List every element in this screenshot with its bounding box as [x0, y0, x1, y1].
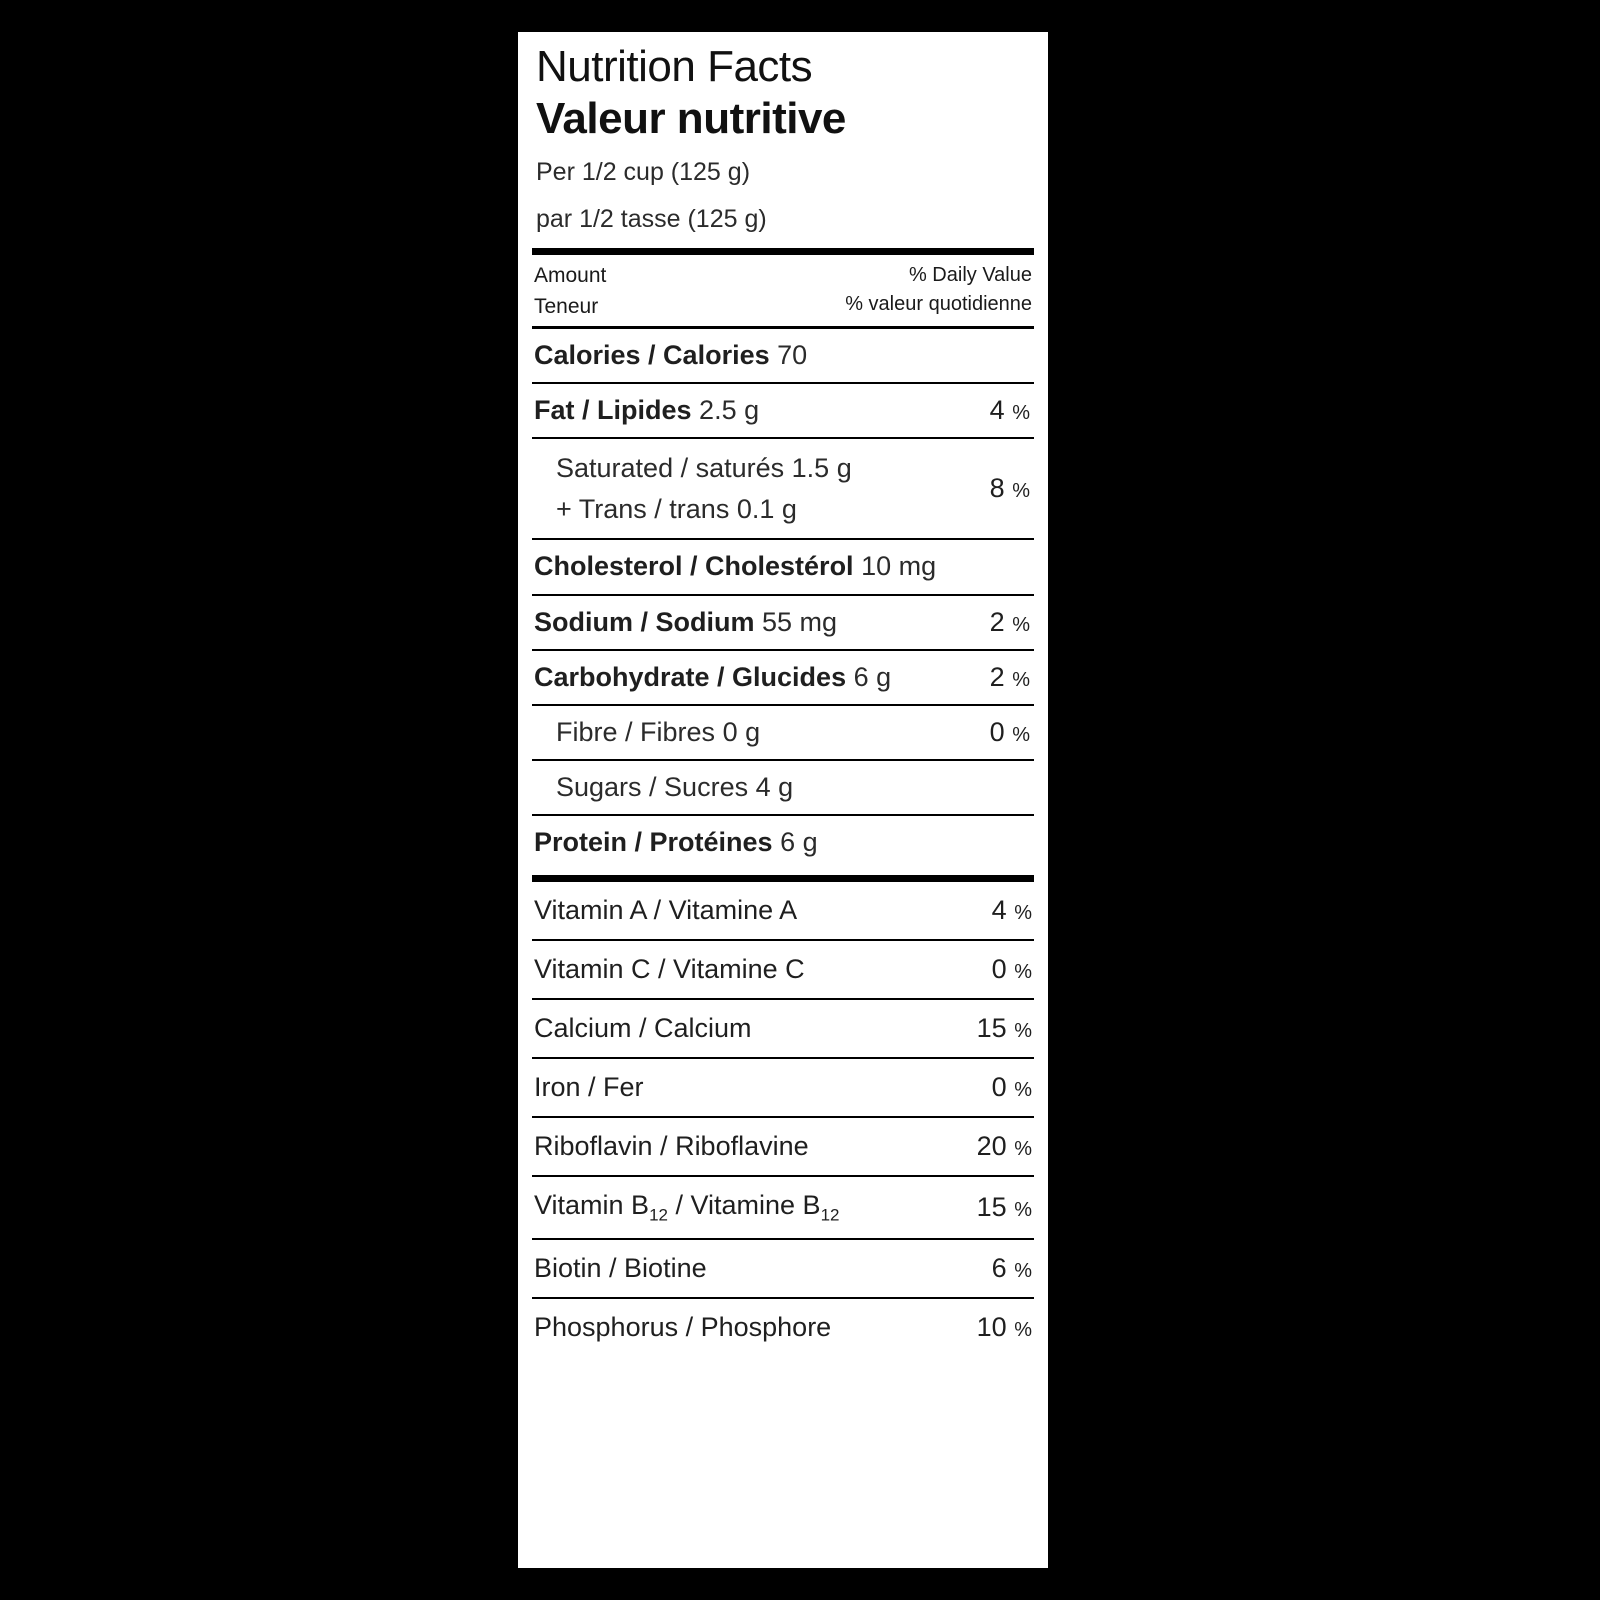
amount-label-english: Amount [534, 264, 607, 288]
daily-value-label-french: % valeur quotidienne [845, 293, 1032, 316]
vitamin-b12-label: Vitamin $B_{12}$ / Vitamine $B_{12}$ [534, 1190, 840, 1225]
row-sodium [532, 596, 1034, 649]
phosphorus-label: Phosphorus / Phosphore [534, 1312, 832, 1343]
row-cholesterol [532, 540, 1034, 593]
row-vitamin-b12 [532, 1177, 1034, 1238]
row-calcium [532, 1000, 1034, 1057]
riboflavin-dv: 20 [976, 1131, 1007, 1161]
nutrition-facts-panel [518, 32, 1048, 1568]
biotin-label: Biotin / Biotine [534, 1253, 707, 1284]
saturated-label: Saturated / saturés [556, 453, 785, 484]
divider-top [532, 248, 1034, 255]
fibre-dv: 0 [989, 716, 1005, 747]
trans-label: + Trans / trans [556, 493, 730, 524]
row-biotin [532, 1240, 1034, 1297]
carbohydrate-dv-percent: % [1012, 668, 1030, 691]
iron-dv: 0 [991, 1072, 1007, 1102]
biotin-dv-percent: % [1014, 1260, 1032, 1283]
row-saturated-trans [532, 439, 1034, 538]
fat-amount: 2.5 g [699, 395, 760, 426]
serving-size-french: par 1/2 tasse (125 g) [536, 205, 767, 234]
vitamin-b12-dv: 15 [976, 1192, 1007, 1223]
row-protein [532, 816, 1034, 869]
sodium-dv-percent: % [1012, 613, 1030, 636]
cholesterol-amount: 10 mg [861, 551, 937, 582]
carbohydrate-dv: 2 [989, 661, 1005, 692]
fibre-amount: 0 g [722, 716, 761, 747]
vitamin-a-dv: 4 [991, 895, 1007, 925]
sugars-label: Sugars / Sucres [556, 771, 749, 802]
row-fibre [532, 706, 1034, 759]
sodium-amount: 55 mg [762, 606, 838, 637]
row-iron [532, 1059, 1034, 1116]
fat-label: Fat / Lipides [534, 395, 692, 426]
calcium-dv: 15 [976, 1013, 1007, 1043]
saturated-amount: 1.5 g [791, 453, 852, 484]
title-french: Valeur nutritive [536, 94, 846, 144]
vitamin-c-label: Vitamin C / Vitamine C [534, 954, 805, 984]
row-vitamin-c [532, 941, 1034, 998]
biotin-dv: 6 [991, 1253, 1007, 1284]
serving-size-english: Per 1/2 cup (125 g) [536, 158, 751, 187]
fat-dv: 4 [989, 395, 1005, 426]
calcium-label: Calcium / Calcium [534, 1013, 752, 1043]
row-sugars [532, 761, 1034, 814]
fibre-dv-percent: % [1012, 723, 1030, 746]
daily-value-header [532, 255, 1034, 326]
fibre-label: Fibre / Fibres [556, 716, 716, 747]
saturated-dv-percent: % [1012, 480, 1030, 503]
vitamin-a-dv-percent: % [1014, 902, 1032, 924]
sodium-dv: 2 [989, 606, 1005, 637]
sodium-label: Sodium / Sodium [534, 606, 755, 637]
carbohydrate-label: Carbohydrate / Glucides [534, 661, 847, 692]
carbohydrate-amount: 6 g [853, 661, 892, 692]
row-calories [532, 329, 1034, 382]
riboflavin-dv-percent: % [1014, 1138, 1032, 1160]
amount-label-french: Teneur [534, 294, 599, 318]
calories-value: 70 [777, 340, 808, 371]
phosphorus-dv-percent: % [1014, 1319, 1032, 1342]
iron-label: Iron / Fer [534, 1072, 644, 1102]
row-vitamin-a [532, 882, 1034, 939]
vitamin-c-dv: 0 [991, 954, 1007, 984]
vitamin-b12-dv-percent: % [1014, 1199, 1032, 1222]
divider-vitamins-top [532, 875, 1034, 882]
row-fat [532, 384, 1034, 437]
riboflavin-label: Riboflavin / Riboflavine [534, 1131, 809, 1161]
row-riboflavin [532, 1118, 1034, 1175]
title-english: Nutrition Facts [536, 42, 813, 91]
calories-label: Calories / Calories [534, 340, 770, 371]
calcium-dv-percent: % [1014, 1020, 1032, 1042]
fat-dv-percent: % [1012, 402, 1030, 425]
row-carbohydrate [532, 651, 1034, 704]
saturated-dv: 8 [989, 473, 1005, 504]
iron-dv-percent: % [1014, 1079, 1032, 1101]
vitamin-c-dv-percent: % [1014, 961, 1032, 983]
protein-amount: 6 g [780, 826, 818, 857]
row-phosphorus [532, 1299, 1034, 1356]
trans-amount: 0.1 g [736, 493, 797, 524]
protein-label: Protein / Protéines [534, 826, 773, 857]
phosphorus-dv: 10 [976, 1312, 1007, 1343]
daily-value-label-english: % Daily Value [908, 264, 1032, 287]
vitamin-a-label: Vitamin A / Vitamine A [534, 895, 798, 925]
cholesterol-label: Cholesterol / Cholestérol [534, 551, 854, 582]
sugars-amount: 4 g [755, 771, 794, 802]
